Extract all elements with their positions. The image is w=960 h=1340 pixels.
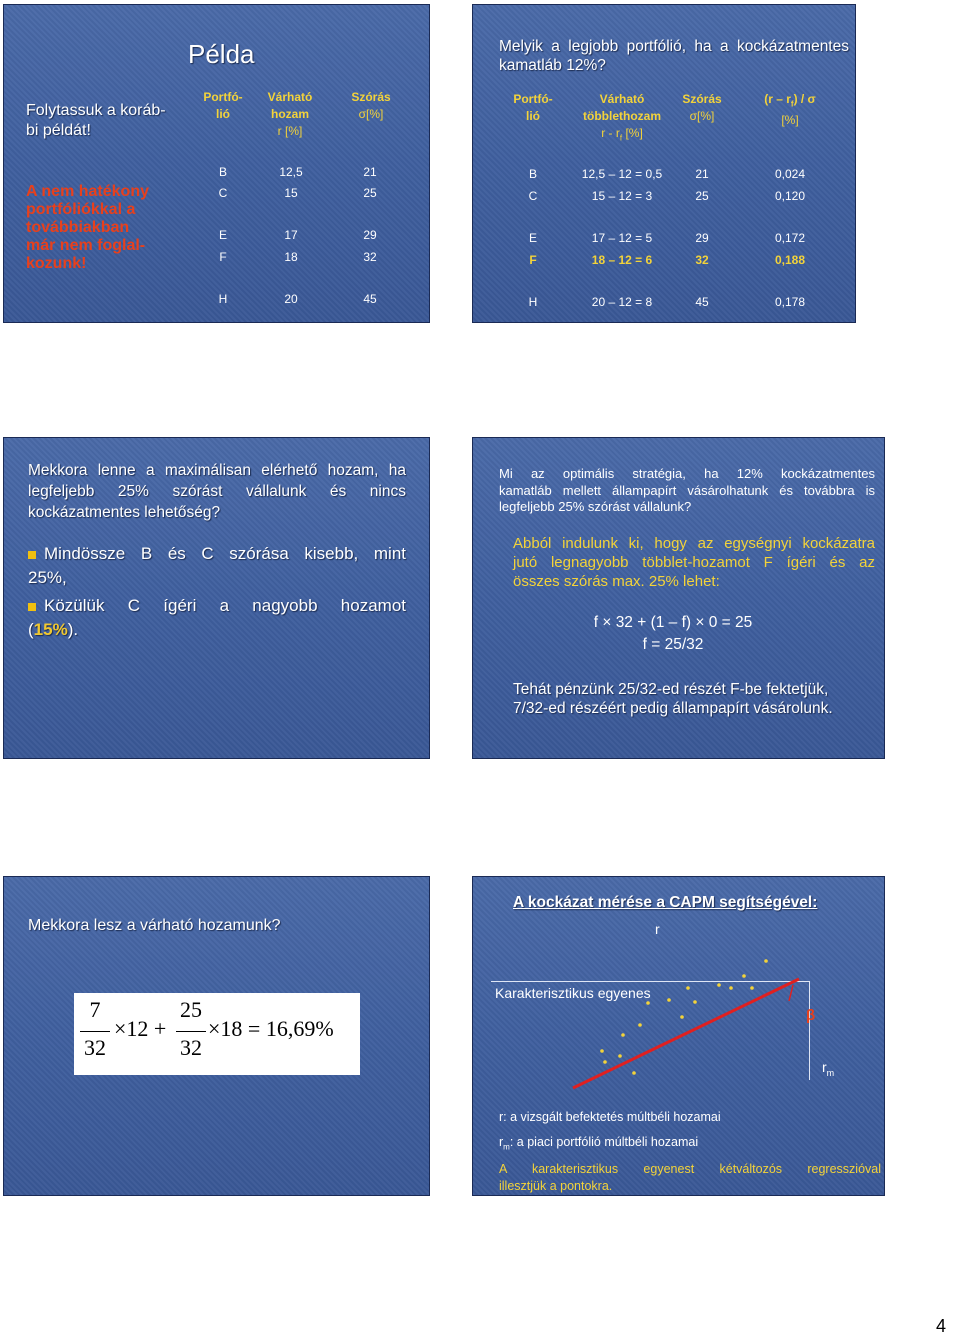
row-f-return: 18 [284, 250, 298, 264]
header-sharpe: $(r - r_f)$ / σ [%] [764, 92, 816, 128]
row-b-deviation: 21 [695, 167, 709, 181]
data-point [717, 983, 721, 987]
row-e-portfolio: E [218, 228, 227, 242]
bullet-item-1: Mindössze B és C szórása kisebb, mint 25%, [28, 544, 406, 587]
row-f-portfolio: F [219, 250, 227, 264]
bullet-icon [28, 603, 36, 611]
data-point [646, 1001, 650, 1005]
question-paragraph: Mekkora lenne a maximálisan elérhető hozam, ha legfeljebb 25% szórást vállalunk és nincs kockázatmentes lehetőség? [28, 462, 406, 521]
x-axis-label: $r_m$ [822, 1059, 835, 1078]
header-portfolio: Portfó- lió [513, 92, 553, 123]
row-h-excess: 20 – 12 = 8 [591, 295, 653, 309]
row-c-portfolio: C [528, 189, 538, 203]
slide-title: Példa [188, 39, 255, 69]
row-c-deviation: 25 [695, 189, 709, 203]
slide-example [3, 4, 430, 323]
row-c-return: 15 [284, 186, 298, 200]
equation-2: f = 25/32 [642, 636, 704, 653]
bullet-item-2: Közülük C ígéri a nagyobb hozamot (15%). [28, 596, 406, 639]
fraction-2-numerator: 25 [180, 997, 202, 1022]
data-point [621, 1033, 625, 1037]
equation-1: f × 32 + (1 – f) × 0 = 25 [593, 614, 753, 631]
row-h-deviation: 45 [695, 295, 709, 309]
slide-best-portfolio [472, 4, 856, 323]
row-h-deviation: 45 [363, 292, 377, 306]
header-portfolio: Portfó- lió [203, 90, 243, 121]
row-f-ratio: 0,188 [774, 253, 806, 267]
characteristic-line [573, 979, 799, 1088]
header-deviation: Szórás σ[%] [351, 90, 391, 121]
fraction-2-bar [176, 1031, 206, 1032]
regression-note: A karakterisztikus egyenest kétváltozós regresszióval illesztjük a pontokra. [499, 1162, 881, 1193]
data-point [680, 1015, 684, 1019]
fraction-1-bar [80, 1031, 110, 1032]
row-f-deviation: 32 [363, 250, 377, 264]
data-point [742, 974, 746, 978]
row-b-portfolio: B [528, 167, 537, 181]
row-e-portfolio: E [528, 231, 537, 245]
row-b-portfolio: B [218, 165, 227, 179]
row-c-portfolio: C [218, 186, 228, 200]
row-c-excess: 15 – 12 = 3 [591, 189, 653, 203]
data-point [667, 998, 671, 1002]
header-expected-return: Várható hozam r [%] [267, 90, 313, 138]
data-point [686, 986, 690, 990]
data-point [632, 1071, 636, 1075]
conclusion-text: Tehát pénzünk 25/32-ed részét F-be fektetjük, 7/32-ed részéért pedig állampapírt vásárolunk. [513, 681, 833, 717]
row-h-return: 20 [284, 292, 298, 306]
warning-text: A nem hatékony portfóliókkal a továbbiakban már nem foglal- kozunk! [26, 183, 149, 272]
slide-title: A kockázat mérése a CAPM segítségével: [513, 894, 818, 911]
row-b-ratio: 0,024 [774, 167, 806, 181]
row-f-deviation: 32 [695, 253, 709, 267]
page-number: 4 [936, 1316, 947, 1336]
data-points [600, 959, 768, 1075]
row-h-ratio: 0,178 [774, 295, 806, 309]
data-point [729, 986, 733, 990]
beta-symbol: β [806, 1007, 816, 1024]
bullet-icon [28, 551, 36, 559]
row-h-portfolio: H [528, 295, 538, 309]
line-label: Karakterisztikus egyenes [495, 985, 651, 1001]
data-point [764, 959, 768, 963]
data-point [638, 1023, 642, 1027]
header-deviation: Szórás σ[%] [682, 92, 722, 123]
question-text: Mekkora lesz a várható hozamunk? [28, 917, 281, 934]
legend-r: r: a vizsgált befektetés múltbéli hozamai [499, 1110, 721, 1124]
data-point [693, 1000, 697, 1004]
row-f-portfolio: F [529, 253, 537, 267]
question-text: Melyik a legjobb portfólió, ha a kockázatmentes kamatláb 12%? [499, 38, 849, 74]
row-b-excess: 12,5 – 12 = 0,5 [581, 167, 663, 181]
assumption-text: Abból indulunk ki, hogy az egységnyi kockázatra jutó legnagyobb többlet-hozamot F ígéri és az összes szórás max. 25% lehet: [513, 535, 875, 590]
row-e-deviation: 29 [363, 228, 377, 242]
formula-result: ×18 = 16,69% [208, 1016, 334, 1041]
slide-max-return [3, 437, 430, 759]
data-point [603, 1060, 607, 1064]
slide-optimal-strategy [472, 437, 885, 759]
header-excess-return: Várható többlethozam r - $r_f$ [%] [583, 92, 661, 143]
slide-capm [472, 876, 885, 1196]
data-point [600, 1049, 604, 1053]
y-axis-label: r [655, 921, 660, 937]
row-b-return: 12,5 [279, 165, 303, 179]
row-e-ratio: 0,172 [774, 231, 806, 245]
legend-rm: $r_m$: a piaci portfólió múltbéli hozamai [499, 1135, 699, 1152]
slide-expected-return [3, 876, 430, 1196]
fraction-1-denominator: 32 [84, 1035, 106, 1060]
row-f-excess: 18 – 12 = 6 [591, 253, 653, 267]
row-e-excess: 17 – 12 = 5 [591, 231, 653, 245]
row-e-return: 17 [284, 228, 298, 242]
data-point [618, 1054, 622, 1058]
fraction-2-denominator: 32 [180, 1035, 202, 1060]
beta-arc [789, 985, 793, 1001]
fraction-1-numerator: 7 [89, 997, 101, 1022]
strategy-question: Mi az optimális stratégia, ha 12% kockázatmentes kamatláb mellett állampapírt vásárolhatunk és továbbra is legfeljebb 25% szórást vállalunk? [499, 466, 875, 514]
row-h-portfolio: H [218, 292, 228, 306]
row-c-deviation: 25 [363, 186, 377, 200]
row-e-deviation: 29 [695, 231, 709, 245]
intro-text: Folytassuk a koráb- bi példát! [26, 102, 166, 139]
row-b-deviation: 21 [363, 165, 377, 179]
formula-middle: ×12 + [114, 1016, 167, 1041]
data-point [750, 986, 754, 990]
row-c-ratio: 0,120 [774, 189, 806, 203]
formula-box [74, 993, 360, 1075]
